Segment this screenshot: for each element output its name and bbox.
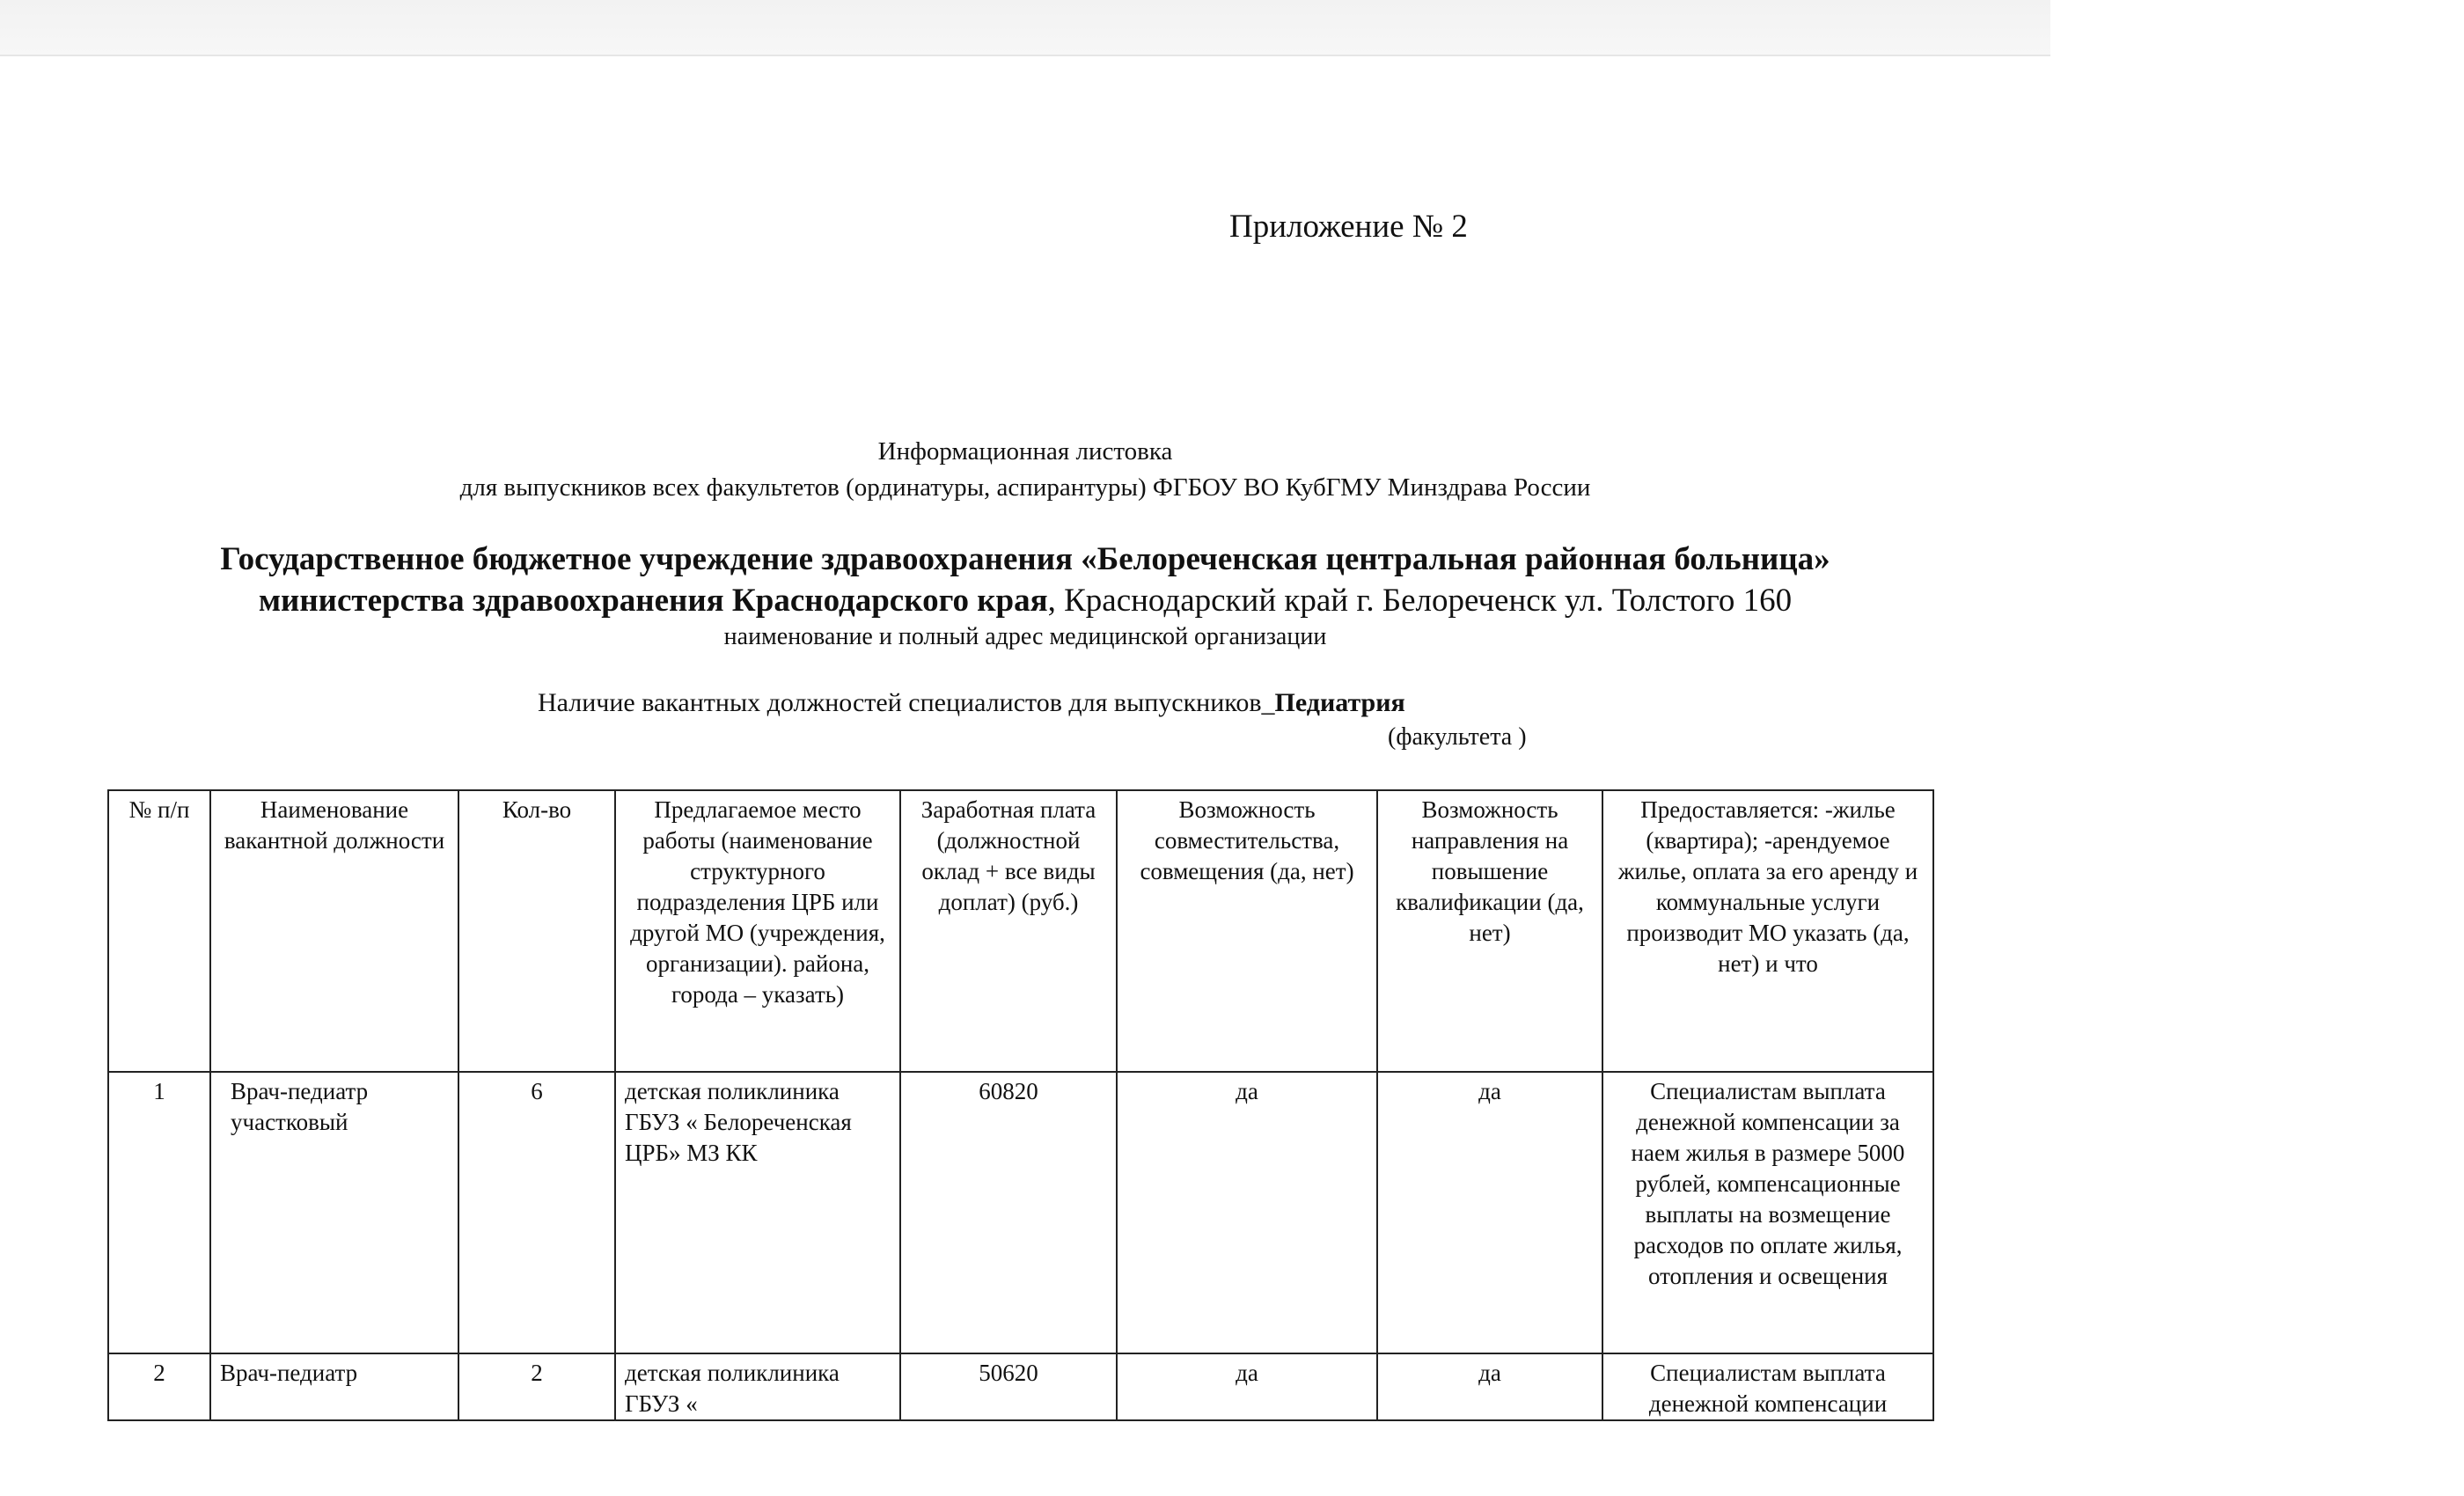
row-count: 2 (458, 1353, 615, 1420)
row-count: 6 (458, 1072, 615, 1353)
row-training: да (1377, 1072, 1602, 1353)
row-place: детская поликлиника ГБУЗ « Белореченская ЦРБ» МЗ КК (615, 1072, 900, 1353)
organization-address (0, 582, 2050, 620)
faculty-note: (факультета ) (1388, 723, 1527, 751)
row-position: Врач-педиатр (210, 1353, 458, 1420)
row-housing: Специалистам выплата денежной компенсации за наем жилья в размере 5000 рублей, компенсационные выплаты на возмещение расходов по оплате жилья, отопления и освещения (1602, 1072, 1933, 1353)
row-combination: да (1117, 1072, 1377, 1353)
table-header-row (108, 790, 1933, 1072)
header-housing: Предоставляется: -жилье (квартира); -арендуемое жилье, оплата за его аренду и коммунальные услуги производит МО указать (да, нет) и что (1602, 790, 1933, 1072)
header-combination: Возможность совместительства, совмещения (да, нет) (1117, 790, 1377, 1072)
vacancies-table (107, 789, 1934, 1421)
table-row (108, 1353, 1933, 1420)
vacancies-heading (538, 688, 1405, 718)
row-salary: 50620 (900, 1353, 1117, 1420)
row-training: да (1377, 1353, 1602, 1420)
header-place: Предлагаемое место работы (наименование структурного подразделения ЦРБ или другой МО (учреждения, организации). района, города – указать) (615, 790, 900, 1072)
row-num: 1 (108, 1072, 210, 1353)
header-count: Кол-во (458, 790, 615, 1072)
row-combination: да (1117, 1353, 1377, 1420)
vacancies-prefix: Наличие вакантных должностей специалистов для выпускников_ (538, 688, 1275, 717)
header-position: Наименование вакантной должности (210, 790, 458, 1072)
organization-name: Государственное бюджетное учреждение здравоохранения «Белореченская центральная районная больница» (220, 541, 1830, 577)
organization-ministry: министерства здравоохранения Краснодарского края (258, 583, 1048, 619)
row-num: 2 (108, 1353, 210, 1420)
info-subtitle: для выпускников всех факультетов (ординатуры, аспирантуры) ФГБОУ ВО КубГМУ Минздрава России (459, 473, 1591, 502)
info-title: Информационная листовка (877, 437, 1173, 466)
header-salary: Заработная плата (должностной оклад + все виды доплат) (руб.) (900, 790, 1117, 1072)
row-place: детская поликлиника ГБУЗ « (615, 1353, 900, 1420)
row-housing: Специалистам выплата денежной компенсации (1602, 1353, 1933, 1420)
scan-top-shadow (0, 0, 2050, 56)
scan-right-margin (2050, 0, 2464, 1496)
organization-location: , Краснодарский край г. Белореченск ул. Толстого 160 (1047, 583, 1793, 619)
vacancies-faculty: Педиатрия (1274, 688, 1405, 717)
row-position: Врач-педиатр участковый (210, 1072, 458, 1353)
header-num: № п/п (108, 790, 210, 1072)
table-row (108, 1072, 1933, 1353)
header-training: Возможность направления на повышение квалификации (да, нет) (1377, 790, 1602, 1072)
annex-title: Приложение № 2 (1229, 209, 1468, 245)
organization-note: наименование и полный адрес медицинской организации (723, 623, 1327, 650)
row-salary: 60820 (900, 1072, 1117, 1353)
